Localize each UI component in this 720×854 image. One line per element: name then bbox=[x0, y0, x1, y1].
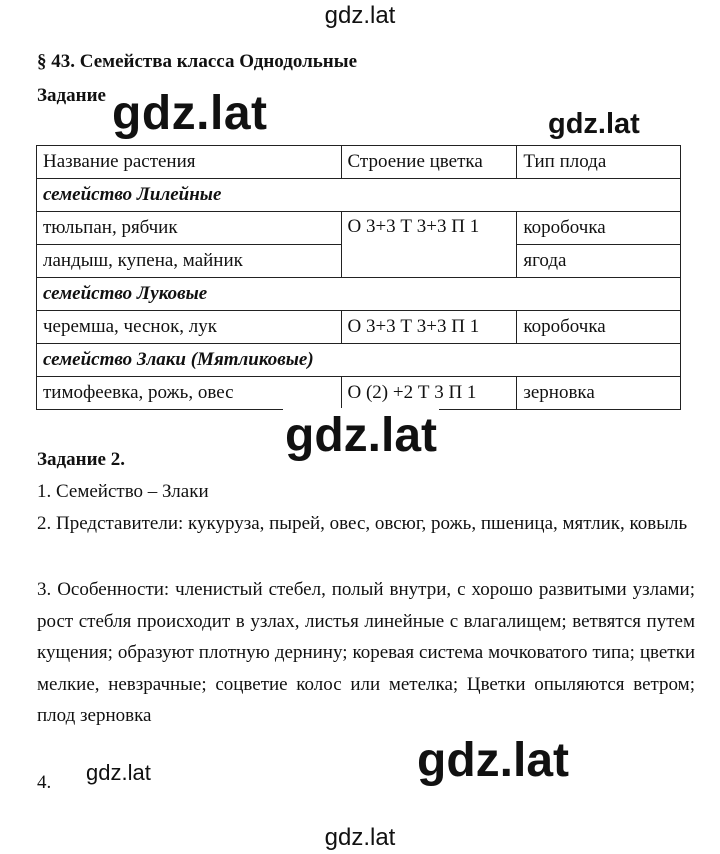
table-row bbox=[37, 311, 681, 344]
plant-cell: ландыш, купена, майник bbox=[37, 245, 342, 278]
table-header-row bbox=[37, 146, 681, 179]
task2-label: Задание 2. bbox=[37, 449, 125, 470]
task2-item-3: 3. Особенности: членистый стебел, полый внутри, с хорошо развитыми узлами; рост стебля происходит в узлах, листья линейные с влагалищем; ветвятся путем кущения; образуют плотную дернину; коревая система мочковатого типа; цветки мелкие, невзрачные; соцветие колос или метелка; Цветки опыляются ветром; плод зерновка bbox=[37, 579, 695, 726]
header-fruit-type: Тип плода bbox=[517, 146, 681, 179]
table-row bbox=[37, 212, 681, 245]
family-label: семейство Лилейные bbox=[37, 179, 681, 212]
task-label: Задание bbox=[37, 85, 106, 106]
plant-cell: тимофеевка, рожь, овес bbox=[37, 377, 342, 410]
plant-cell: тюльпан, рябчик bbox=[37, 212, 342, 245]
watermark-right: gdz.lat bbox=[548, 108, 640, 140]
task2-item-1: 1. Семейство – Злаки bbox=[37, 481, 209, 502]
family-row bbox=[37, 344, 681, 377]
header-plant-name: Название растения bbox=[37, 146, 342, 179]
watermark-top: gdz.lat bbox=[324, 2, 396, 29]
flower-cell: О 3+3 Т 3+3 П 1 bbox=[341, 212, 517, 278]
task2-item-4: 4. bbox=[37, 772, 52, 793]
watermark-left-big: gdz.lat bbox=[112, 87, 268, 140]
family-row bbox=[37, 278, 681, 311]
task2-item-2: 2. Представители: кукуруза, пырей, овес, овсюг, рожь, пшеница, мятлик, ковыль bbox=[37, 513, 688, 534]
header-flower-structure: Строение цветка bbox=[341, 146, 517, 179]
fruit-cell: коробочка bbox=[517, 311, 681, 344]
watermark-small: gdz.lat bbox=[86, 760, 151, 785]
watermark-middle-big: gdz.lat bbox=[285, 409, 437, 462]
watermark-bottom: gdz.lat bbox=[324, 824, 396, 851]
table-row bbox=[37, 377, 681, 410]
family-row bbox=[37, 179, 681, 212]
family-label: семейство Злаки (Мятликовые) bbox=[37, 344, 681, 377]
fruit-cell: зерновка bbox=[517, 377, 681, 410]
fruit-cell: коробочка bbox=[517, 212, 681, 245]
flower-cell: О 3+3 Т 3+3 П 1 bbox=[341, 311, 517, 344]
family-label: семейство Луковые bbox=[37, 278, 681, 311]
plant-cell: черемша, чеснок, лук bbox=[37, 311, 342, 344]
section-heading: § 43. Семейства класса Однодольные bbox=[37, 51, 358, 72]
flower-cell: О (2) +2 Т 3 П 1 bbox=[341, 377, 517, 410]
fruit-cell: ягода bbox=[517, 245, 681, 278]
watermark-bottom-big: gdz.lat bbox=[417, 734, 569, 787]
plant-families-table bbox=[36, 145, 681, 410]
